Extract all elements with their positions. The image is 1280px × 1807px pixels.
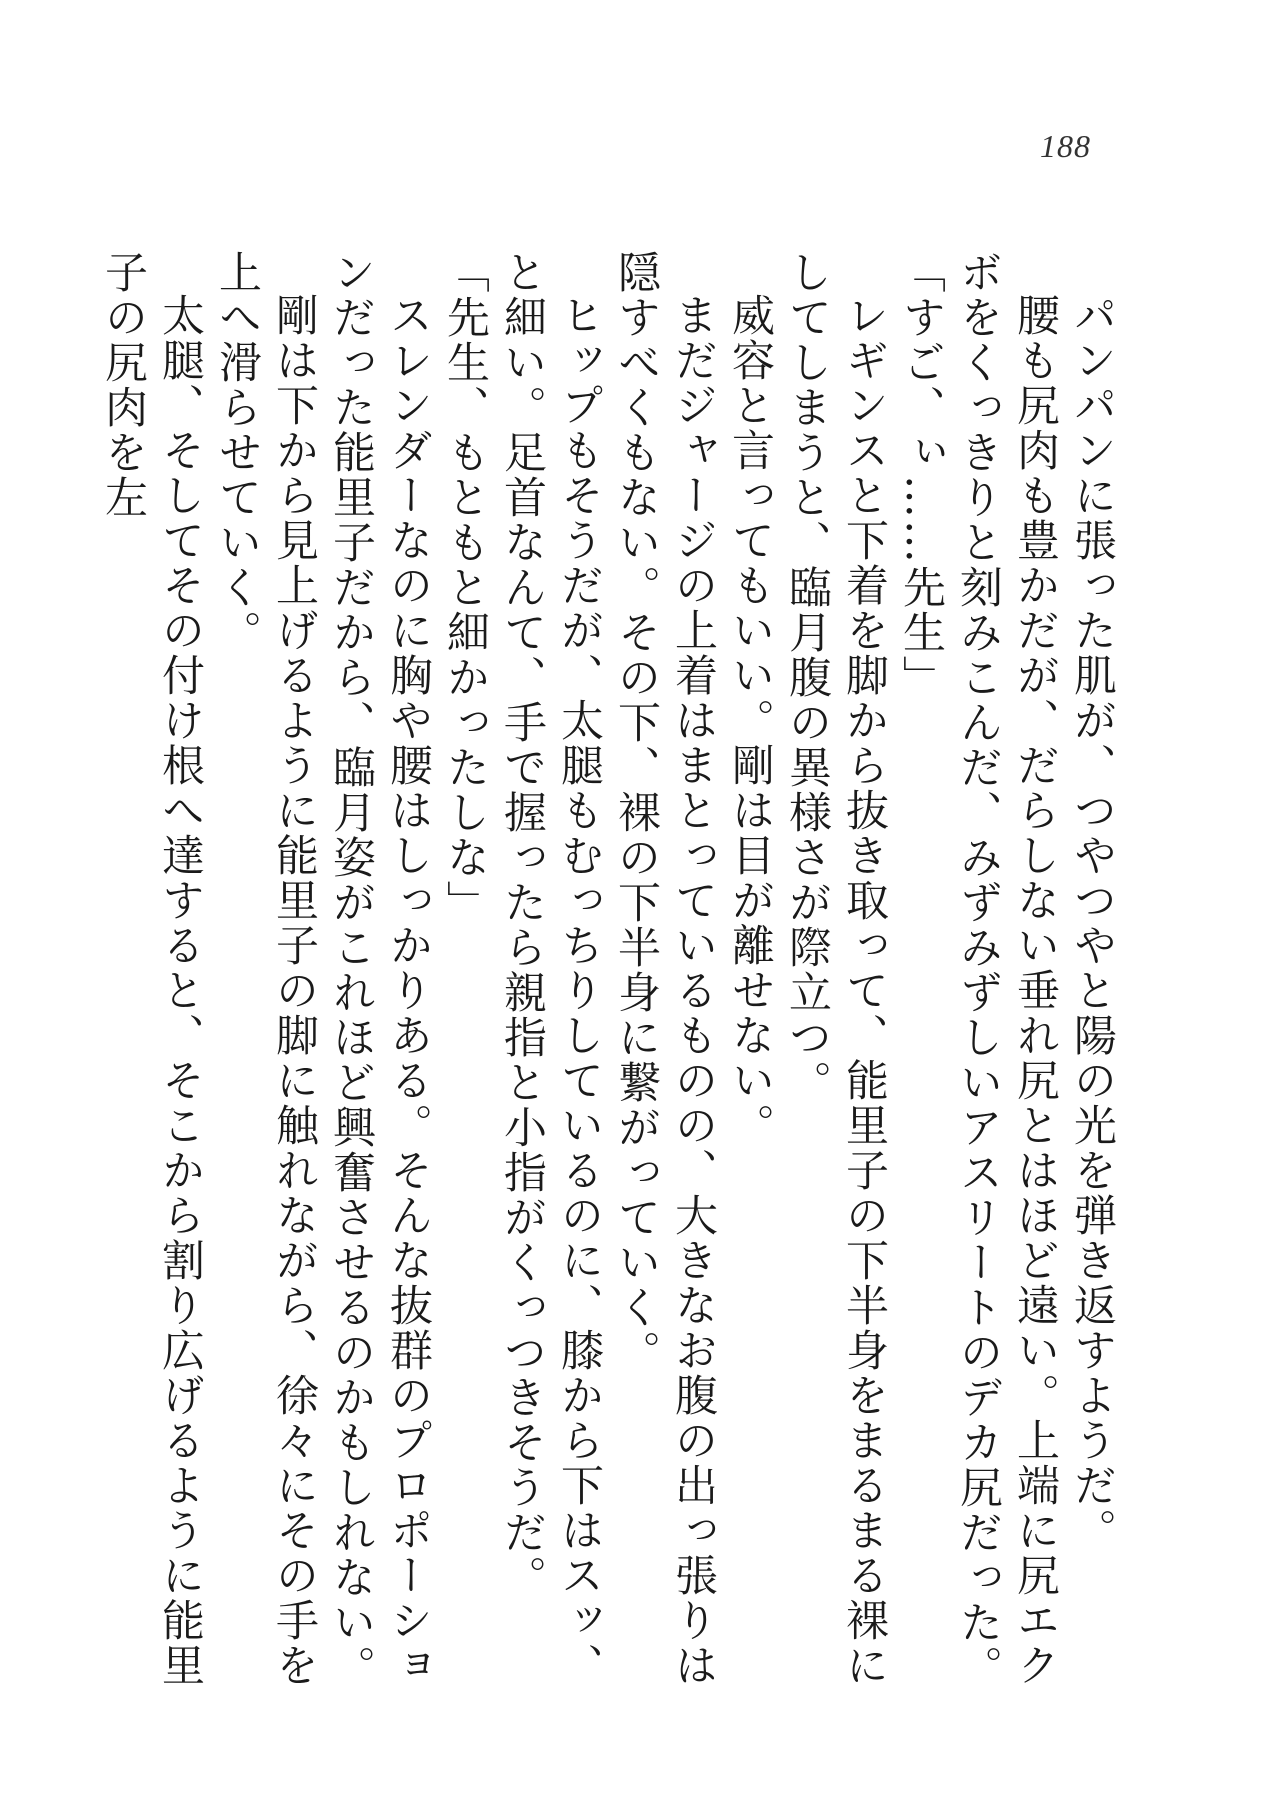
paragraph: 威容と言ってもいい。剛は目が離せない。 — [725, 293, 775, 1148]
paragraph: 腰も尻肉も豊かだが、だらしない垂れ尻とはほど遠い。上端に尻エクボをくっきりと刻みこんだ、みずみずしいアスリートのデカ尻だった。 — [953, 250, 1060, 1690]
page-number: 188 — [1040, 128, 1091, 164]
paragraph: 「すご、ぃ……先生」 — [896, 250, 946, 700]
paragraph: 「先生、もともと細かったしな」 — [440, 250, 490, 925]
paragraph: ヒップもそうだが、太腿もむっちりしているのに、膝から下はスッ、と細い。足首なんて、手で握ったら親指と小指がくっつきそうだ。 — [497, 250, 604, 1688]
body-text — [98, 250, 1120, 1720]
paragraph: 剛は下から見上げるように能里子の脚に触れながら、徐々にその手を上へ滑らせていく。 — [212, 250, 319, 1688]
paragraph: レギンスと下着を脚から抜き取って、能里子の下半身をまるまる裸にしてしまうと、臨月腹の異様さが際立つ。 — [782, 250, 889, 1688]
paragraph: パンパンに張った肌が、つやつやと陽の光を弾き返すようだ。 — [1067, 293, 1117, 1553]
paragraph: まだジャージの上着はまとっているものの、大きなお腹の出っ張りは隠すべくもない。その下、裸の下半身に繋がっていく。 — [611, 250, 718, 1688]
paragraph: 太腿、そしてその付け根へ達すると、そこから割り広げるように能里子の尻肉を左 — [98, 250, 205, 1688]
paragraph: スレンダーなのに胸や腰はしっかりある。そんな抜群のプロポーションだった能里子だから、臨月姿がこれほど興奮させるのかもしれない。 — [326, 250, 433, 1690]
